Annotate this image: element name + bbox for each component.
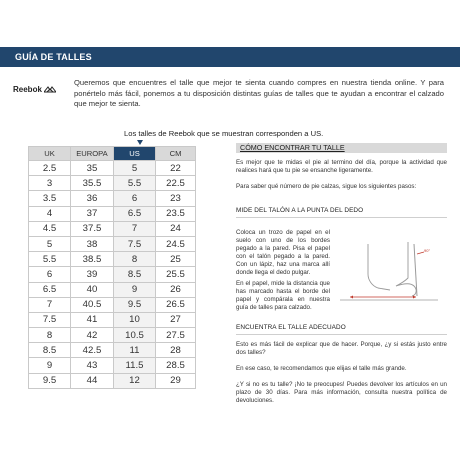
howto-steps-paragraph: Para saber qué número de pie calzas, sigue los siguientes pasos: bbox=[236, 183, 417, 190]
cell-cm: 24 bbox=[156, 221, 196, 236]
find-section-title: ENCUENTRA EL TALLE ADECUADO bbox=[236, 324, 346, 331]
table-row bbox=[29, 236, 196, 251]
cell-us: 10 bbox=[114, 312, 156, 327]
cell-cm: 23 bbox=[156, 191, 196, 206]
cell-uk: 7 bbox=[29, 297, 71, 312]
cell-cm: 25.5 bbox=[156, 267, 196, 282]
cell-europa: 41 bbox=[71, 312, 114, 327]
cell-uk: 4 bbox=[29, 206, 71, 221]
measure-section-title: MIDE DEL TALÓN A LA PUNTA DEL DEDO bbox=[236, 207, 364, 214]
cell-cm: 27.5 bbox=[156, 328, 196, 343]
howto-intro-paragraph: Es mejor que te midas el pie al termino del día, porque la actividad que realices hará que tu pie se ensanche ligeramente. bbox=[236, 159, 447, 175]
howto-section-tab: CÓMO ENCONTRAR TU TALLE bbox=[236, 143, 447, 153]
cell-cm: 27 bbox=[156, 312, 196, 327]
find-paragraph-2: En ese caso, te recomendamos que elijas el talle más grande. bbox=[236, 365, 407, 372]
cell-cm: 23.5 bbox=[156, 206, 196, 221]
brand-logo bbox=[13, 85, 56, 94]
cell-us: 8.5 bbox=[114, 267, 156, 282]
table-row bbox=[29, 161, 196, 176]
cell-cm: 26.5 bbox=[156, 297, 196, 312]
cell-uk: 6 bbox=[29, 267, 71, 282]
cell-uk: 3 bbox=[29, 176, 71, 191]
foot-measuring-illustration bbox=[338, 240, 448, 310]
cell-us: 11 bbox=[114, 343, 156, 358]
cell-europa: 38.5 bbox=[71, 252, 114, 267]
cell-uk: 7.5 bbox=[29, 312, 71, 327]
table-row bbox=[29, 176, 196, 191]
cell-europa: 40 bbox=[71, 282, 114, 297]
cell-uk: 9.5 bbox=[29, 373, 71, 388]
measure-section-divider bbox=[236, 217, 447, 218]
brand-logo-text: Reebok bbox=[13, 85, 42, 94]
table-row bbox=[29, 221, 196, 236]
table-row bbox=[29, 252, 196, 267]
cell-cm: 28.5 bbox=[156, 358, 196, 373]
cell-uk: 8.5 bbox=[29, 343, 71, 358]
cell-cm: 26 bbox=[156, 282, 196, 297]
cell-europa: 42 bbox=[71, 328, 114, 343]
reebok-delta-icon bbox=[44, 86, 56, 93]
cell-us: 12 bbox=[114, 373, 156, 388]
page-title: GUÍA DE TALLES bbox=[0, 47, 460, 67]
cell-us: 7.5 bbox=[114, 236, 156, 251]
table-row bbox=[29, 328, 196, 343]
cell-us: 5.5 bbox=[114, 176, 156, 191]
cell-uk: 3.5 bbox=[29, 191, 71, 206]
find-section-divider bbox=[236, 334, 447, 335]
cell-europa: 37.5 bbox=[71, 221, 114, 236]
table-row bbox=[29, 206, 196, 221]
cell-europa: 37 bbox=[71, 206, 114, 221]
find-paragraph-3: ¿Y si no es tu talle? ¡No te preocupes! Puedes devolver los artículos en un plazo de 30 días. Para más información, consulta nuestra política de devoluciones. bbox=[236, 381, 447, 405]
measure-paragraph-2: En el papel, mide la distancia que has marcado hasta el borde del papel y compárala en nuestra guía de talles para calzado. bbox=[236, 280, 330, 312]
cell-us: 5 bbox=[114, 161, 156, 176]
header-europa: EUROPA bbox=[71, 147, 114, 161]
cell-cm: 29 bbox=[156, 373, 196, 388]
cell-cm: 25 bbox=[156, 252, 196, 267]
find-paragraph-1: Esto es más fácil de explicar que de hacer. Porque, ¿y si estás justo entre dos talles? bbox=[236, 341, 447, 357]
size-table bbox=[28, 146, 196, 389]
cell-europa: 42.5 bbox=[71, 343, 114, 358]
cell-europa: 44 bbox=[71, 373, 114, 388]
cell-us: 10.5 bbox=[114, 328, 156, 343]
header-uk: UK bbox=[29, 147, 71, 161]
header-us: US bbox=[114, 147, 156, 161]
cell-cm: 28 bbox=[156, 343, 196, 358]
cell-us: 6.5 bbox=[114, 206, 156, 221]
intro-text: Queremos que encuentres el talle que mejor te sienta cuando compres en nuestra tienda online. Y para ponértelo más fácil, ponemos a tu disposición distintas guías de talles que te ayudan a encontrar el calzado que mejor te sienta. bbox=[74, 78, 444, 108]
cell-us: 6 bbox=[114, 191, 156, 206]
cell-europa: 35.5 bbox=[71, 176, 114, 191]
cell-uk: 9 bbox=[29, 358, 71, 373]
svg-text:90°: 90° bbox=[424, 248, 431, 253]
header-cm: CM bbox=[156, 147, 196, 161]
size-table-caption: Los talles de Reebok que se muestran corresponden a US. bbox=[124, 129, 324, 138]
size-table-header-row bbox=[29, 147, 196, 161]
table-row bbox=[29, 358, 196, 373]
cell-uk: 2.5 bbox=[29, 161, 71, 176]
cell-uk: 6.5 bbox=[29, 282, 71, 297]
table-row bbox=[29, 297, 196, 312]
table-row bbox=[29, 312, 196, 327]
cell-europa: 40.5 bbox=[71, 297, 114, 312]
table-row bbox=[29, 282, 196, 297]
cell-europa: 43 bbox=[71, 358, 114, 373]
cell-europa: 35 bbox=[71, 161, 114, 176]
cell-us: 9.5 bbox=[114, 297, 156, 312]
cell-cm: 22.5 bbox=[156, 176, 196, 191]
table-row bbox=[29, 191, 196, 206]
cell-uk: 5 bbox=[29, 236, 71, 251]
cell-cm: 22 bbox=[156, 161, 196, 176]
us-column-marker-icon bbox=[137, 140, 143, 145]
cell-us: 7 bbox=[114, 221, 156, 236]
measure-paragraph-1: Coloca un trozo de papel en el suelo con uno de los bordes pegado a la pared. Pisa el papel con el talón pegado a la pared. Con un lápiz, haz una marca allí donde llega el dedo pulgar. bbox=[236, 229, 330, 277]
cell-uk: 8 bbox=[29, 328, 71, 343]
cell-uk: 5.5 bbox=[29, 252, 71, 267]
table-row bbox=[29, 267, 196, 282]
cell-europa: 36 bbox=[71, 191, 114, 206]
cell-us: 11.5 bbox=[114, 358, 156, 373]
cell-uk: 4.5 bbox=[29, 221, 71, 236]
cell-europa: 38 bbox=[71, 236, 114, 251]
table-row bbox=[29, 373, 196, 388]
cell-europa: 39 bbox=[71, 267, 114, 282]
cell-us: 8 bbox=[114, 252, 156, 267]
cell-us: 9 bbox=[114, 282, 156, 297]
table-row bbox=[29, 343, 196, 358]
cell-cm: 24.5 bbox=[156, 236, 196, 251]
